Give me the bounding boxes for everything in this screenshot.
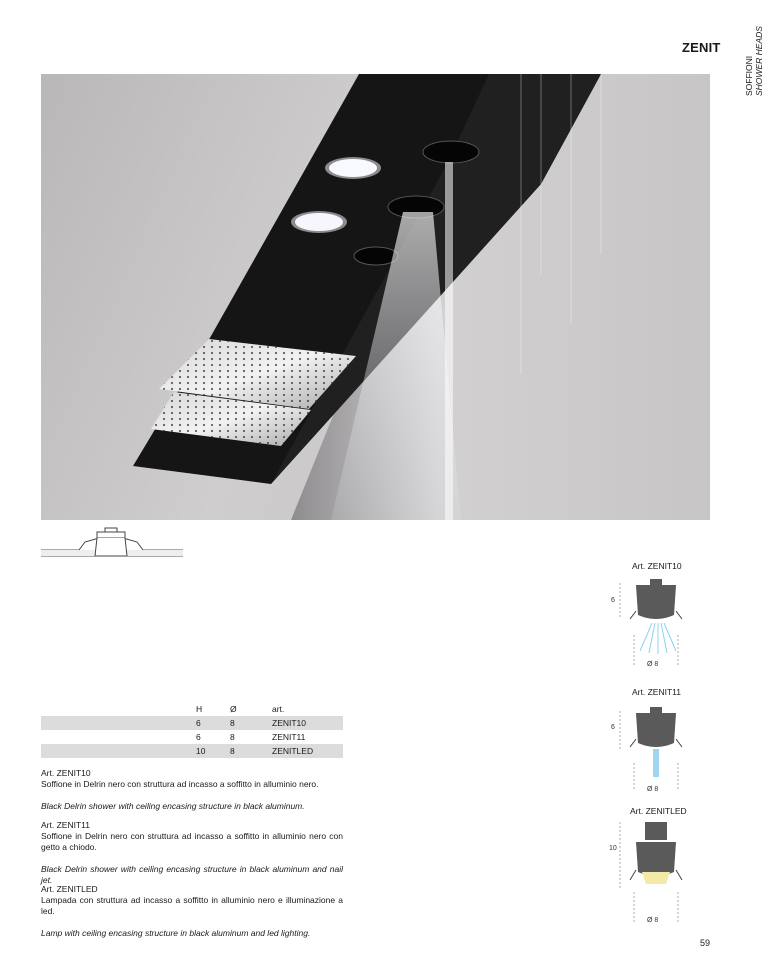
table-cell-art: ZENIT10 [272, 718, 307, 728]
table-cell-art: ZENIT11 [272, 732, 306, 742]
column-header-height: H [196, 704, 203, 714]
description-zenit10 [41, 768, 343, 812]
product-photo [41, 74, 710, 520]
description-english: Black Delrin shower with ceiling encasing structure in black aluminum and nail jet. [41, 864, 343, 885]
side-label-english: SHOWER HEADS [754, 26, 764, 96]
shower-jet-icon [612, 703, 690, 793]
description-zenitled [41, 884, 343, 939]
table-cell-diameter: 8 [230, 746, 235, 756]
table-row [41, 730, 343, 744]
table-header-row [41, 702, 343, 716]
table-cell-height: 10 [196, 746, 206, 756]
diameter-dimension-zenit10: Ø 8 [647, 661, 659, 668]
table-row [41, 716, 343, 730]
product-label-zenit11: Art. ZENIT11 [632, 687, 681, 697]
diameter-dimension-zenit11: Ø 8 [647, 786, 659, 793]
page-number: 59 [700, 938, 711, 948]
description-art: Art. ZENIT10 [41, 768, 91, 778]
description-english: Lamp with ceiling encasing structure in black aluminum and led lighting. [41, 928, 311, 938]
installation-section-icon [41, 526, 183, 560]
side-label-italian: SOFFIONI [744, 55, 754, 96]
height-dimension-zenit10: 6 [611, 597, 615, 604]
table-cell-diameter: 8 [230, 732, 235, 742]
led-lamp-icon [612, 820, 690, 924]
product-label-zenitled: Art. ZENITLED [630, 806, 687, 816]
description-art: Art. ZENITLED [41, 884, 98, 894]
section-side-label [744, 26, 766, 96]
table-cell-height: 6 [196, 732, 201, 742]
column-header-diameter: Ø [230, 704, 237, 714]
shower-spray-icon [612, 577, 690, 669]
diameter-dimension-zenitled: Ø 8 [647, 917, 659, 924]
page-title: ZENIT [682, 40, 721, 55]
description-italian: Lampada con struttura ad incasso a soffitto in alluminio nero e illuminazione a led. [41, 895, 343, 916]
table-cell-art: ZENITLED [272, 746, 314, 756]
height-dimension-zenitled: 10 [609, 845, 617, 852]
description-zenit11 [41, 820, 343, 886]
height-dimension-zenit11: 6 [611, 724, 615, 731]
description-italian: Soffione in Delrin nero con struttura ad incasso a soffitto in alluminio nero con getto a chiodo. [41, 831, 343, 852]
table-row [41, 744, 343, 758]
description-italian: Soffione in Delrin nero con struttura ad incasso a soffitto in alluminio nero. [41, 779, 319, 789]
specification-table [41, 702, 343, 758]
product-label-zenit10: Art. ZENIT10 [632, 561, 682, 571]
description-english: Black Delrin shower with ceiling encasing structure in black aluminum. [41, 801, 305, 811]
column-header-art: art. [272, 704, 285, 714]
table-cell-diameter: 8 [230, 718, 235, 728]
description-art: Art. ZENIT11 [41, 820, 90, 830]
table-cell-height: 6 [196, 718, 201, 728]
